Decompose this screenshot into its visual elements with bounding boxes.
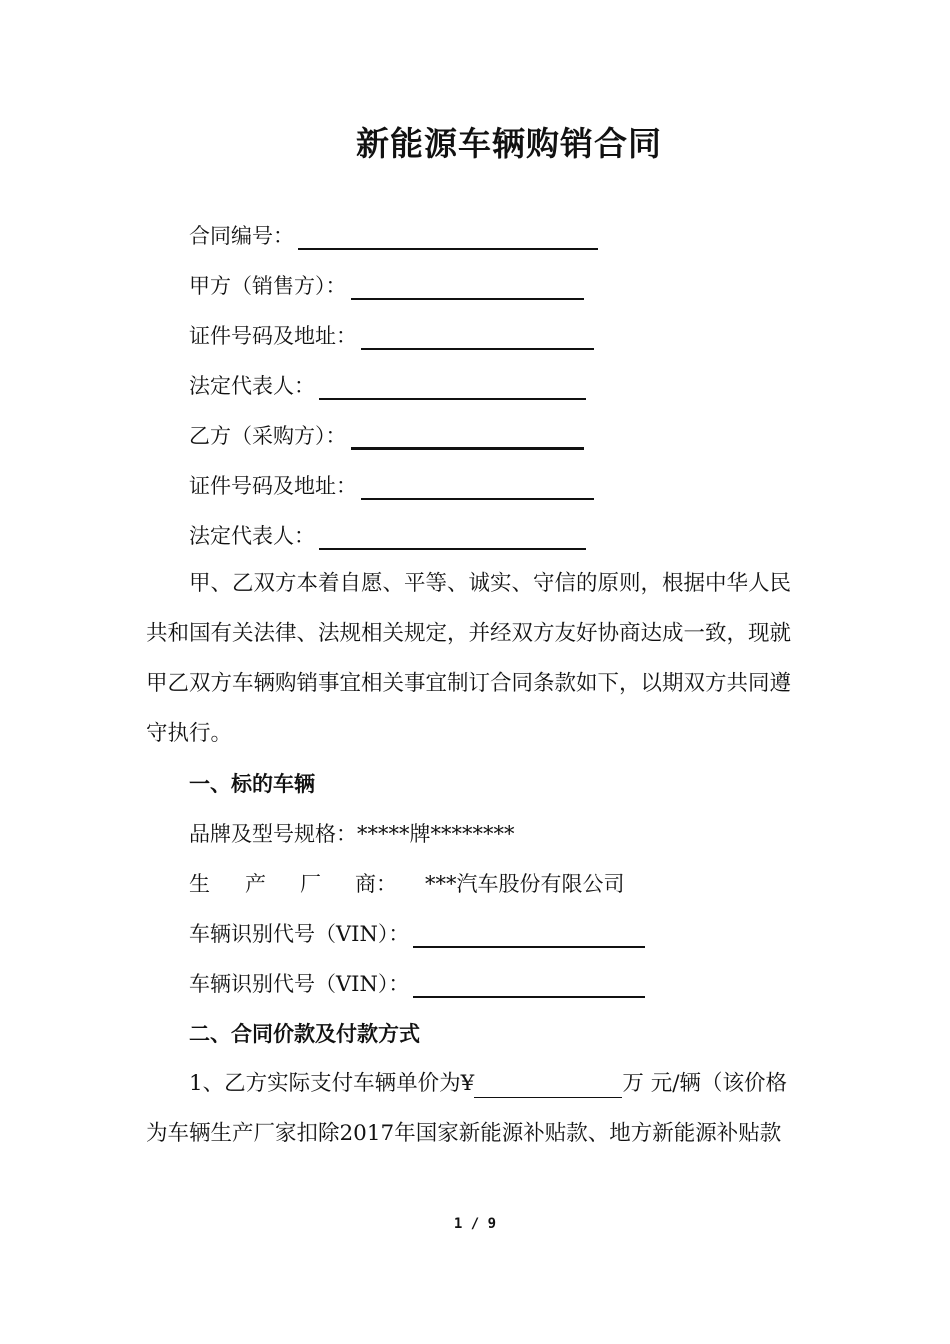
party-b-legal-rep-field [189, 522, 586, 550]
manufacturer-row [189, 870, 625, 898]
intro-line-3: 甲乙双方车辆购销事宜相关事宜制订合同条款如下，以期双方共同遵 [146, 671, 792, 696]
vin-label: 车辆识别代号（VIN）： [189, 972, 410, 996]
blank-line[interactable] [413, 924, 645, 948]
vin-row-2 [189, 970, 645, 998]
section-1-heading: 一、标的车辆 [189, 771, 315, 796]
price-line-2: 为车辆生产厂家扣除2017年国家新能源补贴款、地方新能源补贴款 [146, 1121, 782, 1146]
blank-line[interactable] [361, 476, 594, 500]
intro-line-4: 守执行。 [146, 721, 233, 746]
party-a-id-address-field [189, 322, 594, 350]
brand-model-row [189, 820, 515, 848]
party-a-field [189, 272, 584, 300]
field-label: 证件号码及地址： [189, 324, 357, 348]
document-title: 新能源车辆购销合同 [356, 124, 662, 163]
blank-line[interactable] [298, 226, 598, 250]
field-label: 甲方（销售方）： [189, 274, 347, 298]
field-label: 合同编号： [189, 224, 294, 248]
vin-row-1 [189, 920, 645, 948]
maker-label-char: 厂 [300, 872, 321, 896]
section-2-heading: 二、合同价款及付款方式 [189, 1021, 420, 1046]
brand-label: 品牌及型号规格： [189, 822, 357, 846]
vin-label: 车辆识别代号（VIN）： [189, 922, 410, 946]
intro-line-2: 共和国有关法律、法规相关规定，并经双方友好协商达成一致，现就 [146, 621, 792, 646]
contract-number-field [189, 222, 598, 250]
page-number: 1 / 9 [453, 1216, 497, 1232]
maker-label-char: 商： [355, 872, 397, 896]
party-b-id-address-field [189, 472, 594, 500]
blank-line[interactable] [413, 974, 645, 998]
manufacturer-value: ***汽车股份有限公司 [425, 872, 625, 896]
maker-label-char: 生 [189, 872, 210, 896]
field-label: 乙方（采购方）： [189, 424, 347, 448]
blank-line[interactable] [319, 376, 586, 400]
field-label: 法定代表人： [189, 524, 315, 548]
blank-line[interactable] [319, 526, 586, 550]
price-blank[interactable] [474, 1075, 622, 1098]
blank-line[interactable] [351, 425, 584, 450]
price-suffix: 万 元/辆（该价格 [622, 1071, 787, 1096]
maker-label-char: 产 [245, 872, 266, 896]
brand-value: *****牌******** [357, 822, 515, 846]
intro-line-1: 甲、乙双方本着自愿、平等、诚实、守信的原则，根据中华人民 [189, 571, 792, 596]
blank-line[interactable] [351, 276, 584, 300]
blank-line[interactable] [361, 326, 594, 350]
party-b-field [189, 422, 584, 450]
field-label: 法定代表人： [189, 374, 315, 398]
price-prefix: 1、乙方实际支付车辆单价为¥ [189, 1071, 475, 1096]
field-label: 证件号码及地址： [189, 474, 357, 498]
party-a-legal-rep-field [189, 372, 586, 400]
price-line-1 [189, 1070, 787, 1098]
